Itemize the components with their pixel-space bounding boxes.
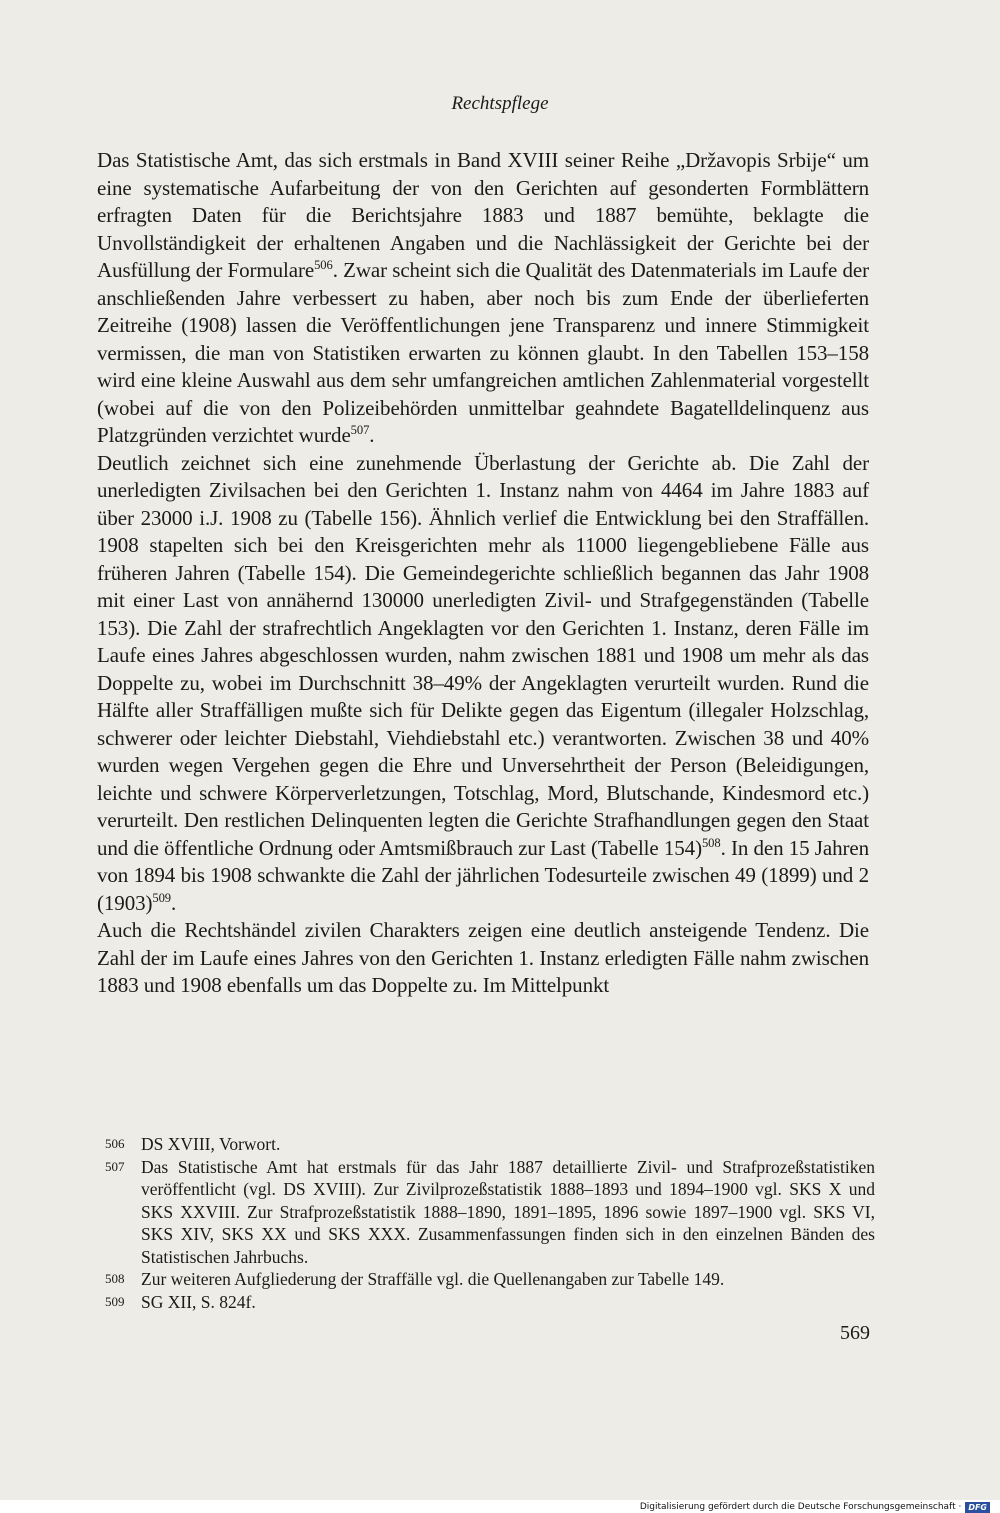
footnote-ref-507[interactable]: 507 xyxy=(350,423,370,437)
text-run: . Zwar scheint sich die Qualität des Datenmaterials im Laufe der anschließenden Jahre verbessert zu haben, aber noch bis zum Ende der überlieferten Zeitreihe (1908) lassen die Veröffentlichungen jene Transparenz und innere Stimmigkeit vermissen, die man von Statistiken erwarten zu können glaubt. In den Tabellen 153–158 wird eine kleine Auswahl aus dem sehr umfangreichen amtlichen Zahlenmaterial vorgestellt (wobei auf die von den Polizeibehörden unmittelbar geahndete Bagatelldelinquenz aus Platzgründen verzichtet wurde xyxy=(97,258,869,447)
footnote-number: 507 xyxy=(105,1158,125,1174)
footnote-text: SG XII, S. 824f. xyxy=(141,1291,256,1312)
footnotes xyxy=(105,1133,875,1313)
page-number: 569 xyxy=(840,1322,870,1344)
footnote-text: Das Statistische Amt hat erstmals für das Jahr 1887 detaillierte Zivil- und Strafprozeßstatistiken veröffentlicht (vgl. DS XVIII). Zur Zivilprozeßstatistik 1888–1893 und 1894–1900 vgl. SKS X und SKS XXVIII. Zur Strafprozeßstatistik 1888–1890, 1891–1895, 1896 sowie 1897–1900 vgl. SKS VI, SKS XIV, SKS XX und SKS XXX. Zusammenfassungen finden sich in den einzelnen Bänden des Statistischen Jahrbuchs. xyxy=(141,1156,875,1267)
text-run: Deutlich zeichnet sich eine zunehmende Überlastung der Gerichte ab. Die Zahl der unerledigten Zivilsachen bei den Gerichten 1. Instanz nahm von 4464 im Jahre 1883 auf über 23000 i.J. 1908 zu (Tabelle 156). Ähnlich verlief die Entwicklung bei den Straffällen. 1908 stapelten sich bei den Kreisgerichten mehr als 11000 liegengebliebene Fälle aus früheren Jahren (Tabelle 154). Die Gemeindegerichte schließlich begannen das Jahr 1908 mit einer Last von annähernd 130000 unerledigten Zivil- und Strafgegenständen (Tabelle 153). Die Zahl der strafrechtlich Angeklagten vor den Gerichten 1. Instanz, deren Fälle im Laufe eines Jahres abgeschlossen wurden, nahm zwischen 1881 und 1908 um mehr als das Doppelte zu, wobei im Durchschnitt 38–49% der Angeklagten verurteilt wurden. Rund die Hälfte aller Straffälligen mußte sich für Delikte gegen das Eigentum (illegaler Holzschlag, schwerer oder leichter Diebstahl, Viehdiebstahl etc.) verantworten. Zwischen 38 und 40% wurden wegen Vergehen gegen die Ehre und Unversehrtheit der Person (Beleidigungen, leichte und schwere Körperverletzungen, Totschlag, Mord, Blutschande, Kindesmord etc.) verurteilt. Den restlichen Delinquenten legten die Gerichte Strafhandlungen gegen den Staat und die öffentliche Ordnung oder Amtsmißbrauch zur Last (Tabelle 154) xyxy=(97,450,869,860)
paragraph-2 xyxy=(97,450,869,918)
footnote-number: 508 xyxy=(105,1271,125,1286)
paragraph-1 xyxy=(97,147,869,450)
footnote-number: 509 xyxy=(105,1293,125,1309)
text-run: . In den 15 Jahren von 1894 bis 1908 schwankte die Zahl der jährlichen Todesurteile zwischen 49 (1899) und 2 (1903) xyxy=(97,835,869,915)
footnote-507 xyxy=(105,1156,875,1269)
text-run: Auch die Rechtshändel zivilen Charakters zeigen eine deutlich ansteigende Tendenz. Die Zahl der im Laufe eines Jahres von den Gerichten 1. Instanz erledigten Fälle nahm zwischen 1883 und 1908 ebenfalls um das Doppelte zu. Im Mittelpunkt xyxy=(97,918,869,997)
body-text xyxy=(97,147,869,1000)
credit-text: Digitalisierung gefördert durch die Deutsche Forschungsgemeinschaft · xyxy=(639,1502,962,1512)
footnote-number: 506 xyxy=(105,1136,125,1151)
footnote-ref-506[interactable]: 506 xyxy=(314,258,333,272)
running-header: Rechtspflege xyxy=(451,93,549,114)
text-run: . xyxy=(170,890,177,915)
footnote-ref-508[interactable]: 508 xyxy=(701,835,721,850)
text-run: Das Statistische Amt, das sich erstmals in Band XVIII seiner Reihe „Državopis Srbije“ um eine systematische Aufarbeitung der von den Gerichten auf gesonderten Formblättern erfragten Daten für die Berichtsjahre 1883 und 1887 bemühte, beklagte die Unvollständigkeit der erhaltenen Angaben und die Nachlässigkeit der Gerichte bei der Ausfüllung der Formulare xyxy=(97,148,869,282)
dfg-logo: DFG xyxy=(965,1502,990,1513)
footnote-506 xyxy=(105,1133,875,1156)
footnote-text: DS XVIII, Vorwort. xyxy=(141,1134,281,1154)
paragraph-3 xyxy=(97,917,869,1000)
text-run: . xyxy=(369,423,375,447)
digitization-credit xyxy=(640,1501,990,1513)
footnote-509 xyxy=(105,1291,875,1314)
footnote-text: Zur weiteren Aufgliederung der Straffälle vgl. die Quellenangaben zur Tabelle 149. xyxy=(141,1269,725,1289)
footnote-ref-509[interactable]: 509 xyxy=(152,890,171,905)
footnote-508 xyxy=(105,1268,875,1291)
